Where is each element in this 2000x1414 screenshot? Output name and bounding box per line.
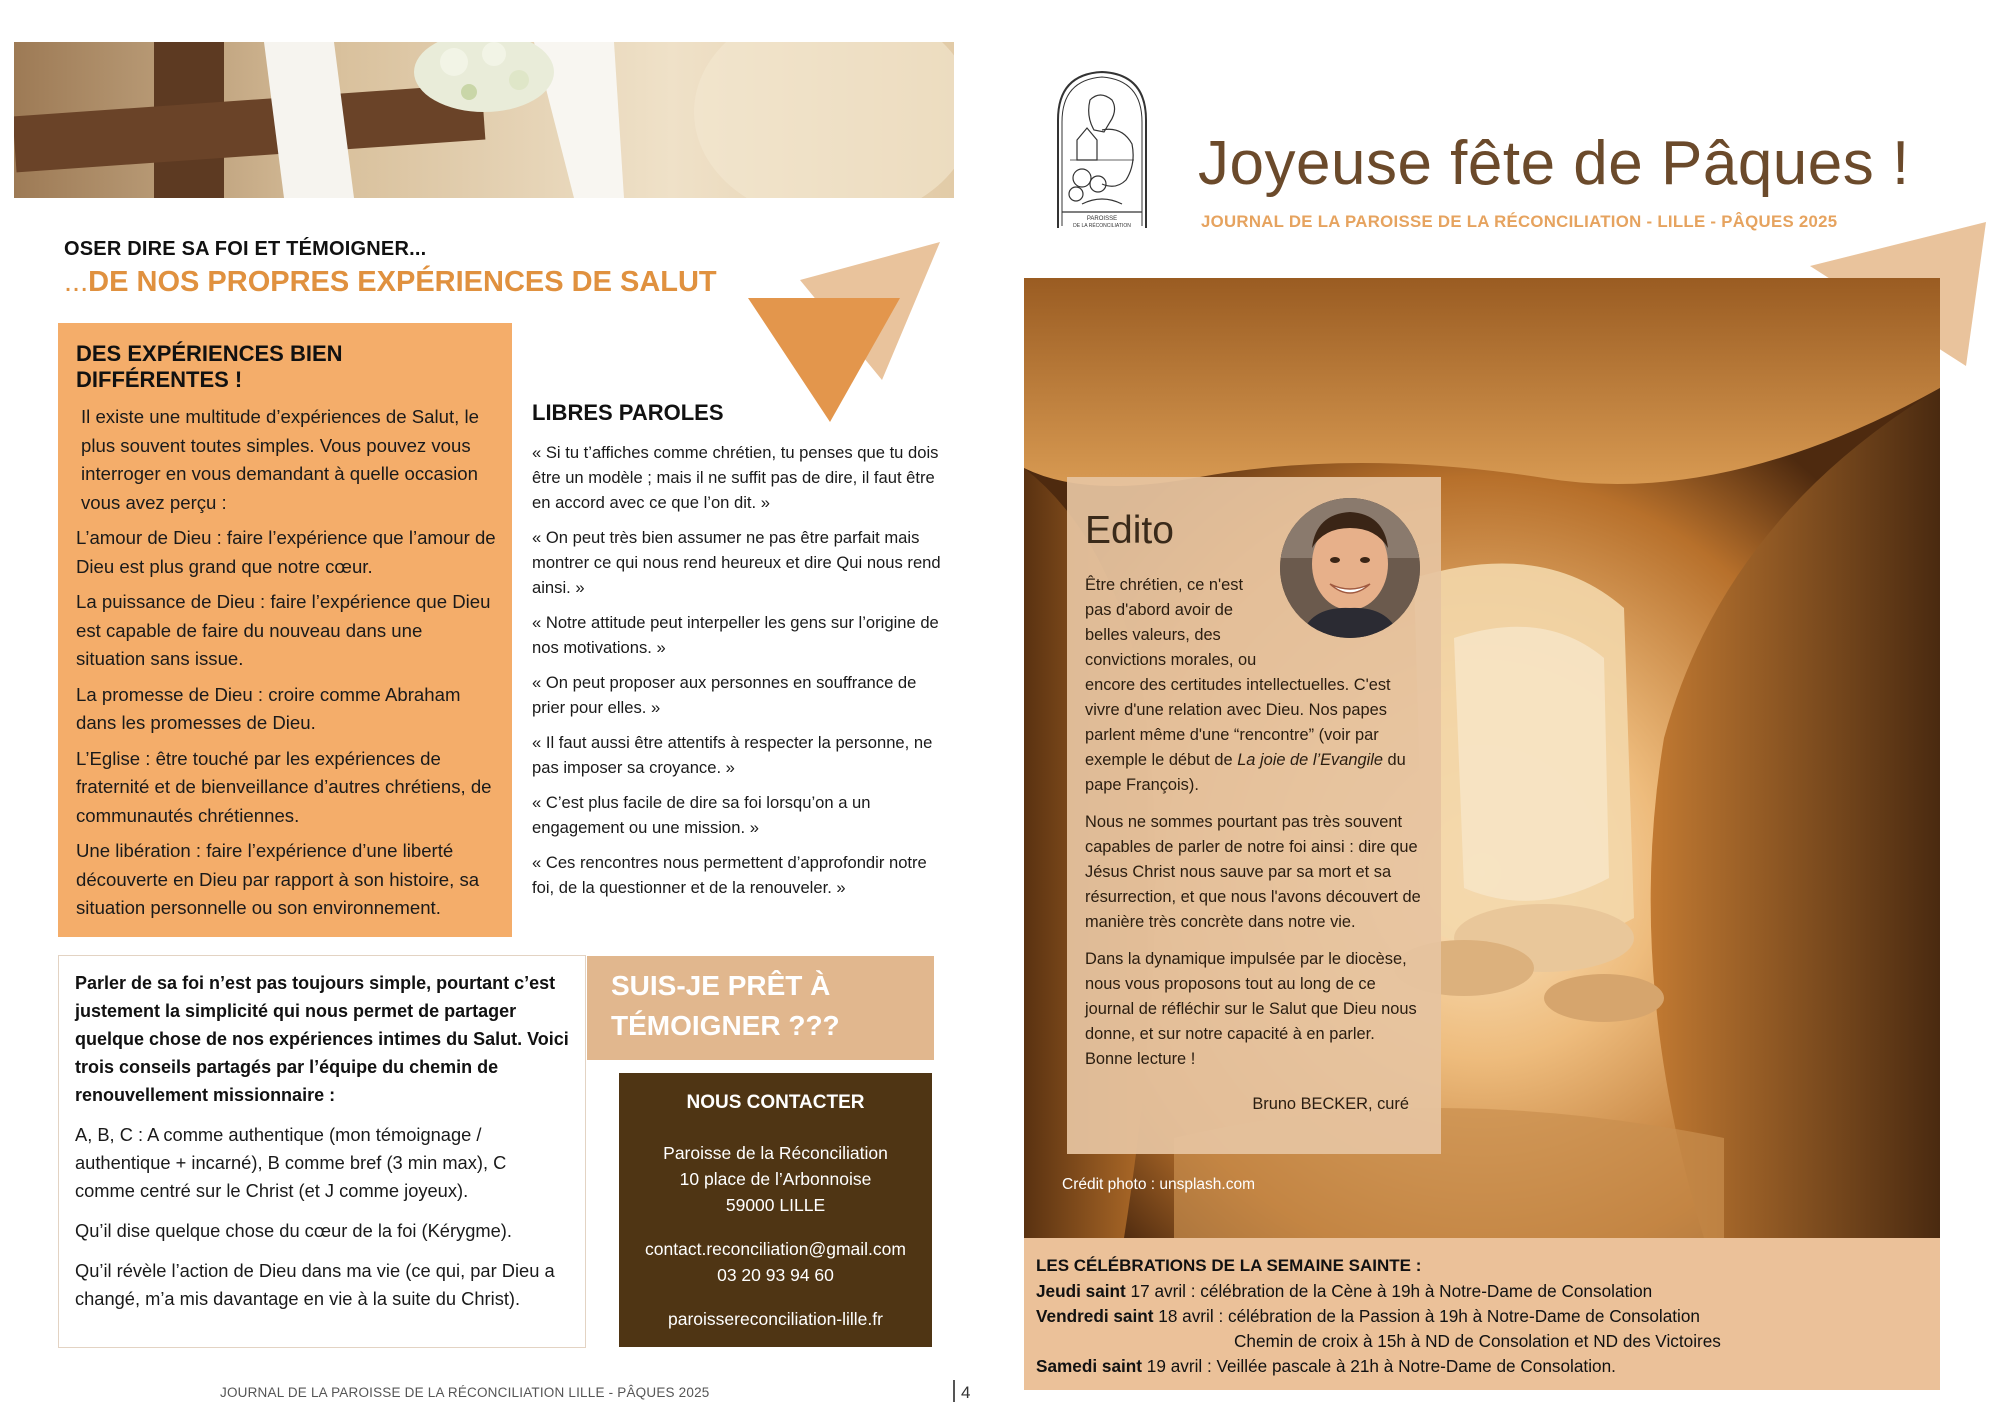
celebration-row — [1036, 1354, 1928, 1379]
edito-text: du pape François). — [1085, 751, 1406, 794]
subheadline: JOURNAL DE LA PAROISSE DE LA RÉCONCILIATION - LILLE - PÂQUES 2025 — [1201, 212, 1838, 231]
advice-box — [58, 955, 586, 1348]
contact-title: NOUS CONTACTER — [686, 1092, 865, 1113]
priest-portrait — [1280, 498, 1420, 638]
advice-intro: Parler de sa foi n’est pas toujours simple, pourtant c’est justement la simplicité qui nous permet de partager quelque chose de nos expériences intimes du Salut. Voici trois conseils partagés par l’équipe du chemin de renouvellement missionnaire : — [75, 973, 569, 1105]
ready-line-1: SUIS-JE PRÊT À — [611, 970, 831, 1001]
experience-item: Une libération : faire l’expérience d’une liberté découverte en Dieu par rapport à son histoire, sa situation personnelle ou son environnement. — [76, 840, 480, 918]
edito-text: Être chrétien, ce n'est pas d'abord avoir de belles valeurs, des convictions morales, ou encore des certitudes intellectuelles. C'est vivre d'une relation avec Dieu. Nos papes parlent même d'une “rencontre” (voir par exemple le début de — [1085, 576, 1391, 769]
experience-item: La promesse de Dieu : croire comme Abraham dans les promesses de Dieu. — [76, 683, 461, 733]
quote: « Ces rencontres nous permettent d’approfondir notre foi, de la questionner et de la renouveler. » — [532, 853, 927, 897]
celebration-row — [1036, 1329, 1928, 1354]
celebration-text: 19 avril : Veillée pascale à 21h à Notre-Dame de Consolation. — [1142, 1356, 1616, 1376]
title-text: DE NOS PROPRES EXPÉRIENCES DE SALUT — [88, 266, 717, 298]
experience-item: La puissance de Dieu : faire l’expérience que Dieu est capable de faire du nouveau dans une situation sans issue. — [76, 591, 491, 669]
edito-book-title: La joie de l’Evangile — [1237, 751, 1383, 769]
contact-city: 59000 LILLE — [725, 1195, 826, 1215]
edito-signature: Bruno BECKER, curé — [1252, 1095, 1409, 1113]
celebration-day: Samedi saint — [1036, 1356, 1143, 1376]
photo-credit: Crédit photo : unsplash.com — [1062, 1176, 1255, 1193]
edito-paragraph: Nous ne sommes pourtant pas très souvent capables de parler de notre foi ainsi : dire que Jésus Christ nous sauve par sa mort et sa résurrection, et que nous l'avons découvert de manière très concrète dans notre vie. — [1085, 813, 1421, 931]
celebration-row — [1036, 1304, 1928, 1329]
celebrations-title: LES CÉLÉBRATIONS DE LA SEMAINE SAINTE : — [1036, 1256, 1422, 1275]
advice-tip: A, B, C : A comme authentique (mon témoignage / authentique + incarné), B comme bref (3 min max), C comme centré sur le Christ (et J comme joyeux). — [75, 1124, 507, 1201]
experiences-heading: DES EXPÉRIENCES BIEN DIFFÉRENTES ! — [76, 341, 343, 392]
quote: « On peut très bien assumer ne pas être parfait mais montrer ce qui nous rend heureux et dire Qui nous rend ainsi. » — [532, 528, 941, 597]
title-ellipsis: ... — [64, 266, 89, 298]
page-number: 4 — [961, 1383, 971, 1402]
libres-paroles — [532, 400, 942, 910]
contact-phone[interactable]: 03 20 93 94 60 — [717, 1265, 834, 1285]
celebration-day: Jeudi saint — [1036, 1281, 1126, 1301]
contact-name: Paroisse de la Réconciliation — [663, 1143, 888, 1163]
libres-paroles-heading: LIBRES PAROLES — [532, 400, 724, 425]
quote: « Il faut aussi être attentifs à respecter la personne, ne pas imposer sa croyance. » — [532, 733, 933, 777]
advice-tip: Qu’il révèle l’action de Dieu dans ma vie (ce qui, par Dieu a changé, m’a mis davantage en vie à la suite du Christ). — [75, 1260, 555, 1309]
ready-line-2: TÉMOIGNER ??? — [611, 1010, 840, 1041]
parish-logo — [1052, 70, 1152, 234]
celebration-text: 17 avril : célébration de la Cène à 19h à Notre-Dame de Consolation — [1125, 1281, 1653, 1301]
page-footer: JOURNAL DE LA PAROISSE DE LA RÉCONCILIATION LILLE - PÂQUES 2025 — [220, 1385, 710, 1400]
experience-item: L’amour de Dieu : faire l’expérience que l’amour de Dieu est plus grand que notre cœur. — [76, 527, 496, 577]
celebration-day: Vendredi saint — [1036, 1306, 1154, 1326]
quote: « Si tu t’affiches comme chrétien, tu penses que tu dois être un modèle ; mais il ne suffit pas de dire, il faut être en accord avec ce que l’on dit. » — [532, 443, 939, 512]
quote: « C’est plus facile de dire sa foi lorsqu’on a un engagement ou une mission. » — [532, 793, 871, 837]
celebration-row — [1036, 1279, 1928, 1304]
headline: Joyeuse fête de Pâques ! — [1198, 129, 1910, 198]
edito-title: Edito — [1085, 509, 1174, 552]
celebration-text: 18 avril : célébration de la Passion à 19h à Notre-Dame de Consolation — [1153, 1306, 1700, 1326]
section-kicker: OSER DIRE SA FOI ET TÉMOIGNER... — [64, 238, 427, 260]
page-number-divider — [953, 1380, 955, 1402]
contact-address: 10 place de l’Arbonnoise — [679, 1169, 872, 1189]
quote: « Notre attitude peut interpeller les gens sur l’origine de nos motivations. » — [532, 613, 939, 657]
contact-website[interactable]: paroissereconciliation-lille.fr — [668, 1309, 883, 1329]
section-title — [64, 266, 717, 299]
celebration-text: Chemin de croix à 15h à ND de Consolation et ND des Victoires — [1234, 1331, 1721, 1351]
experience-item: L’Eglise : être touché par les expériences de fraternité et de bienveillance d’autres chrétiens, de communautés chrétiennes. — [76, 747, 492, 826]
advice-tip: Qu’il dise quelque chose du cœur de la foi (Kérygme). — [75, 1220, 512, 1241]
holy-week-celebrations — [1024, 1238, 1940, 1390]
contact-box — [619, 1073, 932, 1347]
quote: « On peut proposer aux personnes en souffrance de prier pour elles. » — [532, 673, 917, 717]
edito-paragraph: Dans la dynamique impulsée par le diocèse, nous vous proposons tout au long de ce journal de réfléchir sur le Salut que Dieu nous donne, et sur notre capacité à en parler. Bonne lecture ! — [1085, 950, 1417, 1068]
logo-text-line-1: PAROISSE — [1086, 216, 1118, 222]
cross-flowers-photo — [14, 42, 954, 198]
experiences-intro: Il existe une multitude d’expériences de Salut, le plus souvent toutes simples. Vous pouvez vous interroger en vous demandant à quelle occasion vous avez perçu : — [81, 406, 479, 513]
logo-text-line-2: DE LA RÉCONCILIATION — [1073, 223, 1131, 229]
ready-to-testify-box — [587, 956, 934, 1060]
experiences-box — [58, 323, 512, 937]
contact-email[interactable]: contact.reconciliation@gmail.com — [645, 1239, 906, 1259]
